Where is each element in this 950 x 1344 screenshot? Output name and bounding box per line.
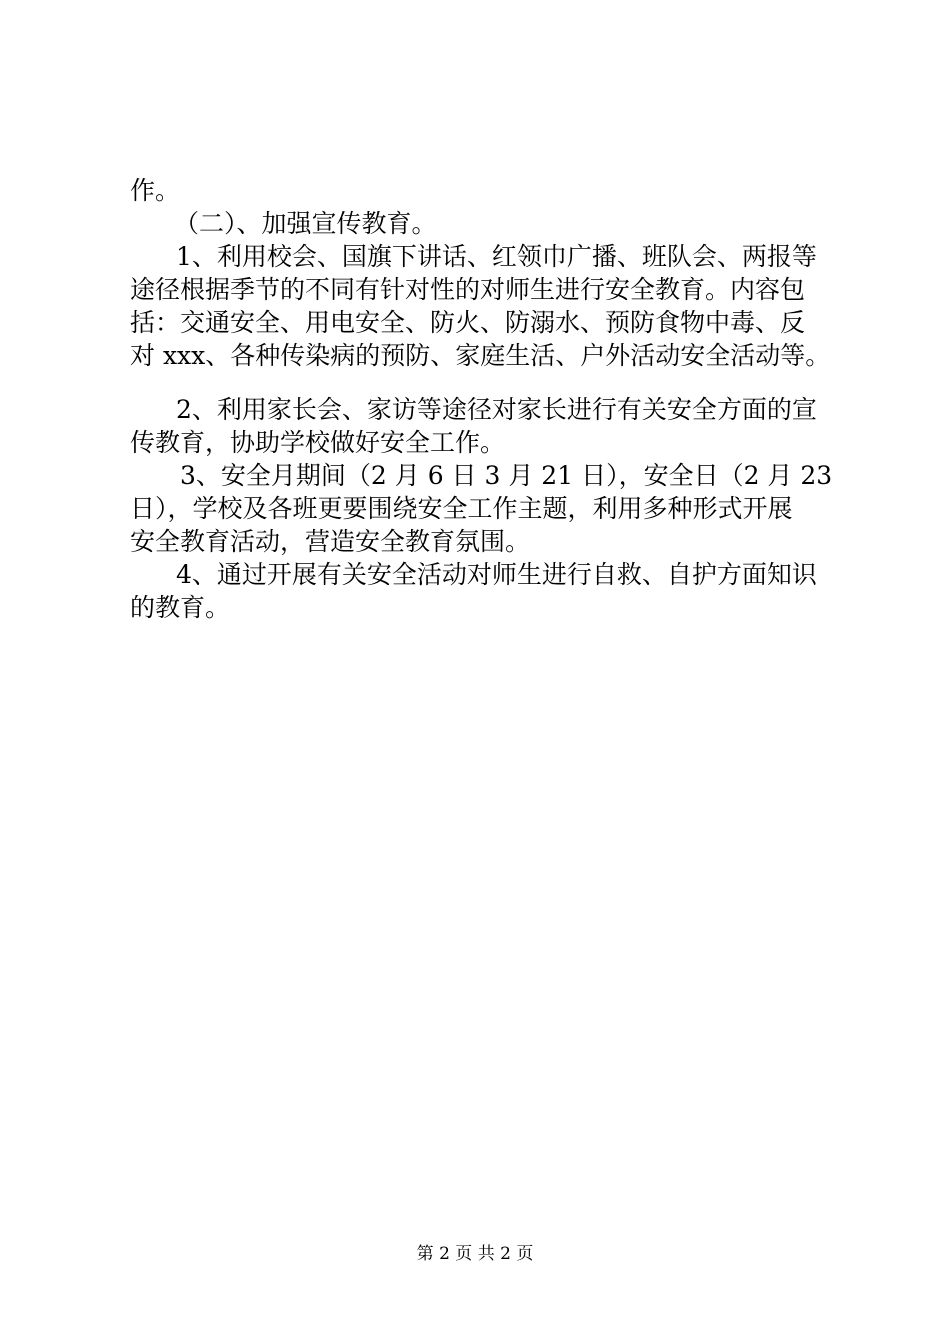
text-line: 括：交通安全、用电安全、防火、防溺水、预防食物中毒、反 [130, 308, 806, 337]
text-line: 传教育，协助学校做好安全工作。 [130, 428, 506, 457]
text-line: 安全教育活动，营造安全教育氛围。 [130, 527, 531, 556]
text-line: 3、安全月期间（2 月 6 日 3 月 21 日），安全日（2 月 23 [180, 461, 833, 490]
text-line: 的教育。 [130, 593, 231, 622]
text-line: 日），学校及各班更要围绕安全工作主题，利用多种形式开展 [130, 494, 793, 523]
text-line: 4、通过开展有关安全活动对师生进行自救、自护方面知识 [176, 560, 817, 589]
page-footer: 第 2 页 共 2 页 [416, 1244, 534, 1264]
text-line: 2、利用家长会、家访等途径对家长进行有关安全方面的宣 [176, 395, 817, 424]
text-line: 途径根据季节的不同有针对性的对师生进行安全教育。内容包 [130, 275, 806, 304]
text-line: 对 xxx、各种传染病的预防、家庭生活、户外活动安全活动等。 [130, 341, 831, 370]
text-line: 1、利用校会、国旗下讲话、红领巾广播、班队会、两报等 [176, 242, 817, 271]
text-line: 作。 [130, 176, 181, 205]
section-heading: （二）、加强宣传教育。 [174, 209, 437, 238]
